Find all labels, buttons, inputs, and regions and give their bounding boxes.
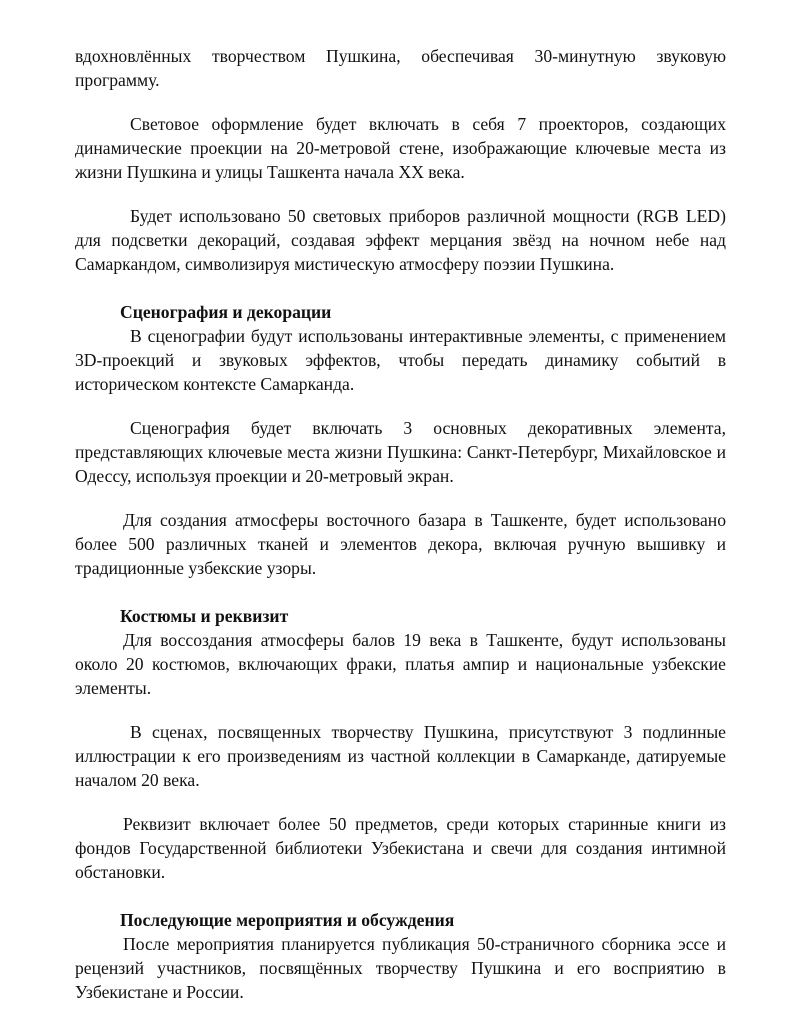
paragraph-lighting-fixtures: Будет использовано 50 световых приборов различной мощности (RGB LED) для подсветки декораций, создавая эффект мерцания звёзд на ночном небе над Самаркандом, символизируя мистическую атмосферу поэзии Пушкина.	[75, 206, 726, 274]
section-heading-followup: Последующие мероприятия и обсуждения	[120, 910, 455, 930]
paragraph-scenography-elements: Сценография будет включать 3 основных декоративных элемента, представляющих ключевые места жизни Пушкина: Санкт-Петербург, Михайловское и Одессу, используя проекции и 20-метровый экран.	[75, 418, 726, 486]
paragraph-costumes-props: Реквизит включает более 50 предметов, среди которых старинные книги из фондов Государственной библиотеки Узбекистана и свечи для создания интимной обстановки.	[75, 814, 726, 882]
document-page	[75, 44, 726, 1004]
paragraph-scenography-bazaar: Для создания атмосферы восточного базара в Ташкенте, будет использовано более 500 различных тканей и элементов декора, включая ручную вышивку и традиционные узбекские узоры.	[75, 510, 726, 578]
paragraph-intro-continuation: вдохновлённых творчеством Пушкина, обеспечивая 30-минутную звуковую программу.	[75, 46, 726, 90]
paragraph-scenography-interactive: В сценографии будут использованы интерактивные элементы, с применением 3D-проекций и звуковых эффектов, чтобы передать динамику событий в историческом контексте Самарканда.	[75, 326, 726, 394]
paragraph-costumes-illustrations: В сценах, посвященных творчеству Пушкина, присутствуют 3 подлинные иллюстрации к его произведениям из частной коллекции в Самарканде, датируемые началом 20 века.	[75, 722, 726, 790]
section-heading-costumes: Костюмы и реквизит	[120, 606, 289, 626]
section-heading-scenography: Сценография и декорации	[120, 302, 332, 322]
paragraph-costumes-balls: Для воссоздания атмосферы балов 19 века в Ташкенте, будут использованы около 20 костюмов, включающих фраки, платья ампир и национальные узбекские элементы.	[75, 630, 726, 698]
paragraph-lighting-projectors: Световое оформление будет включать в себя 7 проекторов, создающих динамические проекции на 20-метровой стене, изображающие ключевые места из жизни Пушкина и улицы Ташкента начала XX века.	[75, 114, 726, 182]
paragraph-followup-publication: После мероприятия планируется публикация 50-страничного сборника эссе и рецензий участников, посвящённых творчеству Пушкина и его восприятию в Узбекистане и России.	[75, 934, 726, 1002]
